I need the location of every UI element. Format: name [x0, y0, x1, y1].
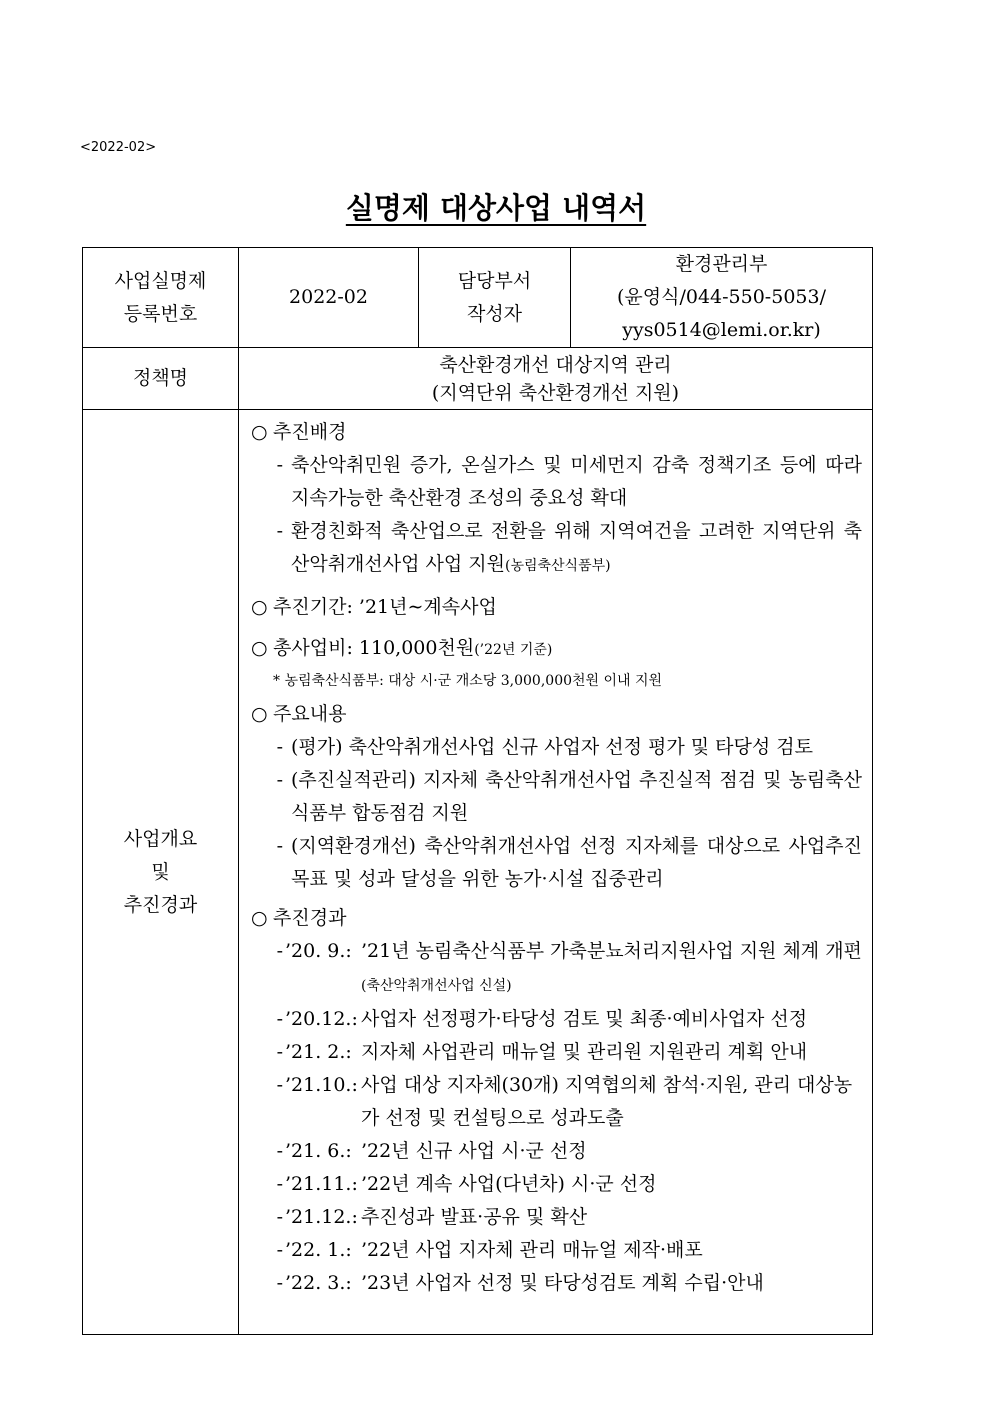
- period-section: [251, 591, 862, 624]
- history-text: 사업자 선정평가·타당성 검토 및 최종·예비사업자 선정: [361, 1008, 808, 1030]
- department-label-line2: 작성자: [466, 302, 523, 325]
- history-section-heading: [251, 902, 862, 935]
- history-heading: 추진경과: [273, 907, 347, 929]
- dash-bullet-icon: -: [276, 520, 283, 542]
- budget-suffix: (’22년 기준): [474, 642, 553, 658]
- list-item-text: 환경친화적 축산업으로 전환을 위해 지역여건을 고려한 지역단위 축산악취개선사업 사업 지원(농림축산식품부): [291, 520, 862, 575]
- budget-note: * 농림축산식품부: 대상 시·군 개소당 3,000,000천원 이내 지원: [273, 673, 663, 689]
- history-item: [251, 1201, 862, 1234]
- history-item: [251, 1267, 862, 1300]
- circle-bullet-icon: ○: [251, 637, 268, 659]
- policy-name-line1: 축산환경개선 대상지역 관리: [439, 353, 672, 376]
- department-label-cell: [419, 248, 571, 348]
- department-label-line1: 담당부서: [457, 269, 532, 292]
- dash-bullet-icon: -: [276, 835, 283, 857]
- dash-bullet-icon: -: [276, 1206, 283, 1228]
- circle-bullet-icon: ○: [251, 421, 268, 443]
- main-section-heading: [251, 698, 862, 731]
- period-text: 추진기간: ’21년∼계속사업: [273, 596, 497, 618]
- dash-bullet-icon: -: [276, 1140, 283, 1162]
- list-item-text: (지역환경개선) 축산악취개선사업 선정 지자체를 대상으로 사업추진 목표 및 성과 달성을 위한 농가·시설 집중관리: [291, 835, 862, 890]
- registration-row: [83, 248, 873, 348]
- overview-content: [239, 410, 872, 1300]
- history-date: ’20.12.:: [285, 1008, 358, 1030]
- background-heading: 추진배경: [273, 421, 347, 443]
- history-item: [251, 935, 862, 1003]
- overview-label-line1: 사업개요: [123, 827, 198, 850]
- overview-label-line3: 추진경과: [123, 893, 198, 916]
- history-text: 추진성과 발표·공유 및 확산: [361, 1206, 588, 1228]
- policy-label: 정책명: [83, 348, 239, 410]
- dash-bullet-icon: -: [276, 1074, 283, 1096]
- history-item: [251, 1168, 862, 1201]
- circle-bullet-icon: ○: [251, 907, 268, 929]
- dash-bullet-icon: -: [276, 769, 283, 791]
- history-item: [251, 1069, 862, 1135]
- registration-label-cell: [83, 248, 239, 348]
- list-item-text: 축산악취민원 증가, 온실가스 및 미세먼지 감축 정책기조 등에 따라 지속가능한 축산환경 조성의 중요성 확대: [291, 454, 862, 509]
- dash-bullet-icon: -: [276, 1239, 283, 1261]
- history-date: ’21.12.:: [285, 1206, 358, 1228]
- history-item: [251, 1036, 862, 1069]
- department-value-cell: [571, 248, 873, 348]
- list-item: [251, 515, 862, 583]
- history-date: ’22. 3.:: [285, 1272, 352, 1294]
- history-date: ’21.11.:: [285, 1173, 358, 1195]
- dash-bullet-icon: -: [276, 940, 283, 962]
- history-suffix: (축산악취개선사업 신설): [361, 978, 512, 994]
- circle-bullet-icon: ○: [251, 596, 268, 618]
- list-item: [251, 764, 862, 830]
- overview-row: [83, 410, 873, 1335]
- list-item-text: (평가) 축산악취개선사업 신규 사업자 선정 평가 및 타당성 검토: [291, 736, 813, 758]
- registration-label-line1: 사업실명제: [114, 269, 207, 292]
- document-title-text: 실명제 대상사업 내역서: [345, 191, 647, 225]
- history-text: ’22년 신규 사업 시·군 선정: [361, 1140, 587, 1162]
- list-item: [251, 830, 862, 896]
- policy-row: [83, 348, 873, 410]
- policy-name-cell: [239, 348, 873, 410]
- history-text: 지자체 사업관리 매뉴얼 및 관리원 지원관리 계획 안내: [361, 1041, 808, 1063]
- project-table: [82, 247, 873, 1335]
- list-item-text: (추진실적관리) 지자체 축산악취개선사업 추진실적 점검 및 농림축산식품부 합동점검 지원: [291, 769, 862, 824]
- registration-number: 2022-02: [239, 248, 419, 348]
- dash-bullet-icon: -: [276, 454, 283, 476]
- history-item: [251, 1234, 862, 1267]
- overview-label-cell: [83, 410, 239, 1335]
- circle-bullet-icon: ○: [251, 703, 268, 725]
- author-email: yys0514@lemi.or.kr): [622, 319, 821, 341]
- history-text: ’23년 사업자 선정 및 타당성검토 계획 수립·안내: [361, 1272, 764, 1294]
- list-item: [251, 731, 862, 764]
- history-date: ’21. 2.:: [285, 1041, 352, 1063]
- dash-bullet-icon: -: [276, 736, 283, 758]
- department-name: 환경관리부: [675, 253, 768, 275]
- dash-bullet-icon: -: [276, 1173, 283, 1195]
- dash-bullet-icon: -: [276, 1041, 283, 1063]
- list-item: [251, 449, 862, 515]
- dash-bullet-icon: -: [276, 1272, 283, 1294]
- dash-bullet-icon: -: [276, 1008, 283, 1030]
- history-date: ’21. 6.:: [285, 1140, 352, 1162]
- background-section-heading: [251, 416, 862, 449]
- document-code: <2022-02>: [80, 140, 157, 155]
- history-date: ’22. 1.:: [285, 1239, 352, 1261]
- author-contact: (윤영식/044-550-5053/: [616, 286, 826, 308]
- budget-section: [251, 632, 862, 667]
- history-text: ’22년 계속 사업(다년차) 시·군 선정: [361, 1173, 657, 1195]
- history-text: ’21년 농림축산식품부 가축분뇨처리지원사업 지원 체계 개편(축산악취개선사업 신설): [361, 940, 862, 994]
- main-heading: 주요내용: [273, 703, 347, 725]
- list-item-suffix: (농림축산식품부): [504, 558, 611, 574]
- history-date: ’20. 9.:: [285, 940, 352, 962]
- history-text: 사업 대상 지자체(30개) 지역협의체 참석·지원, 관리 대상농가 선정 및 컨설팅으로 성과도출: [361, 1074, 853, 1129]
- history-date: ’21.10.:: [285, 1074, 358, 1096]
- history-item: [251, 1135, 862, 1168]
- registration-label-line2: 등록번호: [123, 302, 198, 325]
- history-text: ’22년 사업 지자체 관리 매뉴얼 제작·배포: [361, 1239, 703, 1261]
- history-item: [251, 1003, 862, 1036]
- policy-name-line2: (지역단위 축산환경개선 지원): [431, 381, 680, 404]
- budget-text: 총사업비: 110,000천원: [273, 637, 475, 659]
- overview-label-line2: 및: [151, 860, 170, 883]
- overview-content-cell: [239, 410, 873, 1335]
- document-title: [0, 186, 992, 227]
